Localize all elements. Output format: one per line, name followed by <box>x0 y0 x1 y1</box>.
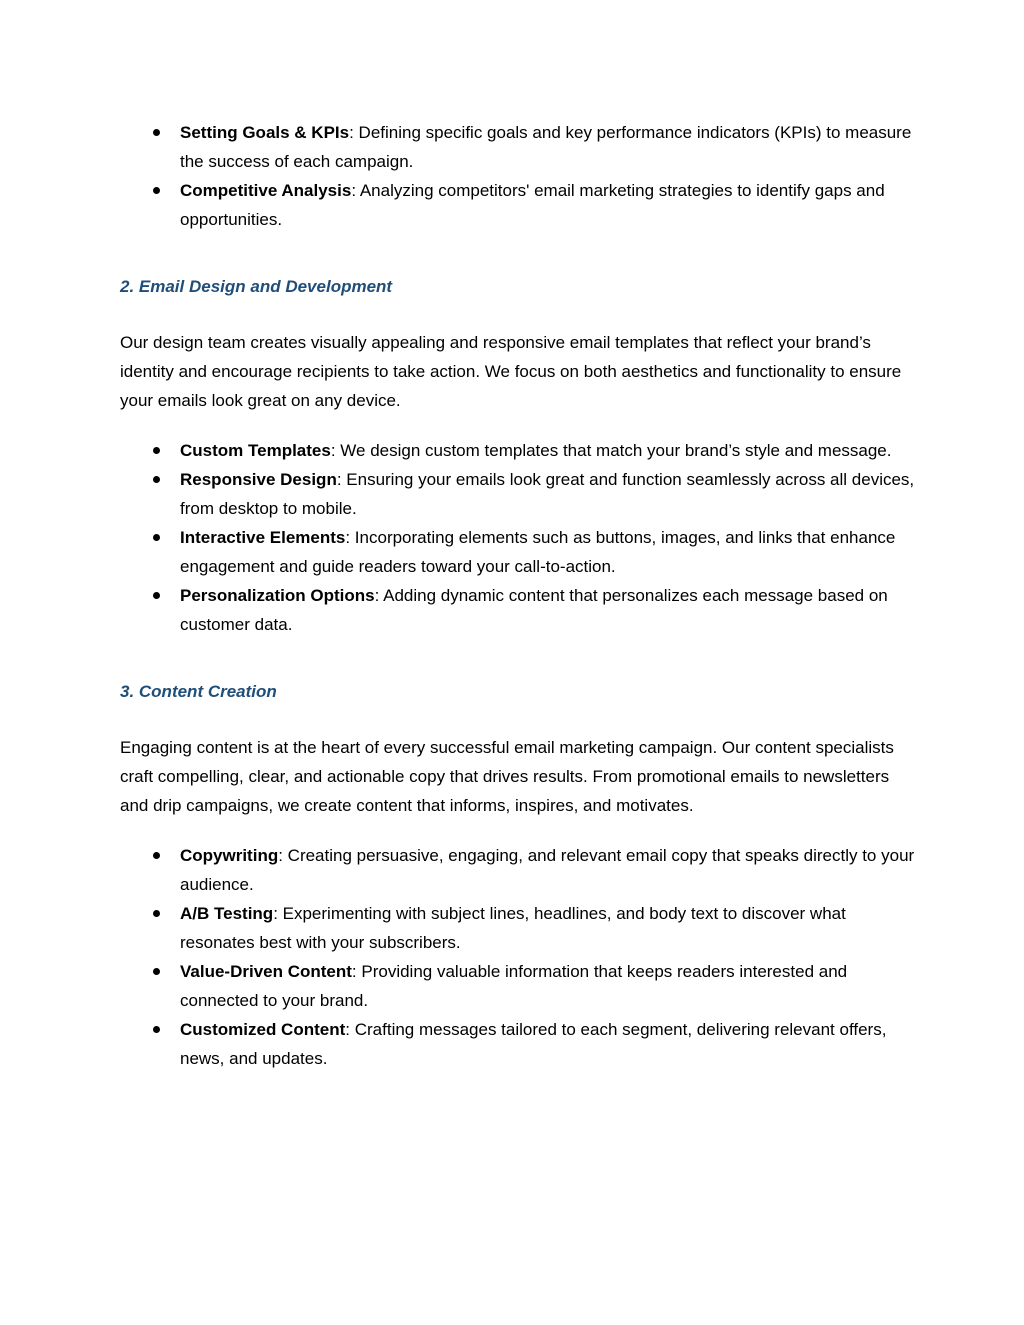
list-item-text: : We design custom templates that match your brand’s style and message. <box>330 441 892 460</box>
list-item-term: A/B Testing <box>180 904 274 923</box>
list-item-term: Custom Templates <box>180 441 331 460</box>
bullet-icon <box>153 968 160 975</box>
list-item-text: : Analyzing competitors' email marketing strategies to identify gaps and opportunities. <box>180 181 885 229</box>
bullet-icon <box>153 534 160 541</box>
list-item-term: Personalization Options <box>180 586 375 605</box>
page-content <box>120 118 920 1073</box>
intro-list <box>120 118 920 234</box>
list-item-text: : Crafting messages tailored to each segment, delivering relevant offers, news, and updates. <box>180 1020 887 1068</box>
list-item <box>120 899 920 957</box>
bullet-icon <box>153 910 160 917</box>
list-item-term: Competitive Analysis <box>180 181 352 200</box>
list-item <box>120 436 920 465</box>
list-item <box>120 841 920 899</box>
section-paragraph: Engaging content is at the heart of every successful email marketing campaign. Our content specialists craft compelling, clear, and actionable copy that drives results. From promotional emails to newsletters and drip campaigns, we create content that informs, inspires, and motivates. <box>120 738 894 815</box>
bullet-icon <box>153 447 160 454</box>
list-item <box>120 465 920 523</box>
list-item-term: Value-Driven Content <box>180 962 352 981</box>
bullet-icon <box>153 476 160 483</box>
bullet-icon <box>153 592 160 599</box>
list-item-text: : Defining specific goals and key performance indicators (KPIs) to measure the success of each campaign. <box>180 123 912 171</box>
list-item-term: Interactive Elements <box>180 528 346 547</box>
bullet-icon <box>153 187 160 194</box>
section-heading-content-creation: 3. Content Creation <box>120 682 277 701</box>
list-item-text: : Creating persuasive, engaging, and relevant email copy that speaks directly to your audience. <box>180 846 915 894</box>
list-item-term: Responsive Design <box>180 470 337 489</box>
list-item <box>120 523 920 581</box>
list-item <box>120 957 920 1015</box>
list-item <box>120 1015 920 1073</box>
section-heading-email-design: 2. Email Design and Development <box>120 277 393 296</box>
list-item <box>120 118 920 176</box>
list-item-text: : Experimenting with subject lines, headlines, and body text to discover what resonates best with your subscribers. <box>180 904 846 952</box>
content-creation-list <box>120 841 920 1073</box>
list-item-text: : Providing valuable information that keeps readers interested and connected to your brand. <box>180 962 848 1010</box>
list-item <box>120 176 920 234</box>
list-item-term: Setting Goals & KPIs <box>180 123 350 142</box>
email-design-list <box>120 436 920 639</box>
list-item-text: : Ensuring your emails look great and function seamlessly across all devices, from desktop to mobile. <box>180 470 915 518</box>
bullet-icon <box>153 129 160 136</box>
list-item-text: : Incorporating elements such as buttons, images, and links that enhance engagement and guide readers toward your call-to-action. <box>180 528 896 576</box>
list-item-term: Customized Content <box>180 1020 346 1039</box>
list-item-term: Copywriting <box>180 846 279 865</box>
section-paragraph: Our design team creates visually appealing and responsive email templates that reflect your brand’s identity and encourage recipients to take action. We focus on both aesthetics and functionality to ensure your emails look great on any device. <box>120 333 902 410</box>
list-item-text: : Adding dynamic content that personalizes each message based on customer data. <box>180 586 888 634</box>
bullet-icon <box>153 852 160 859</box>
list-item <box>120 581 920 639</box>
bullet-icon <box>153 1026 160 1033</box>
